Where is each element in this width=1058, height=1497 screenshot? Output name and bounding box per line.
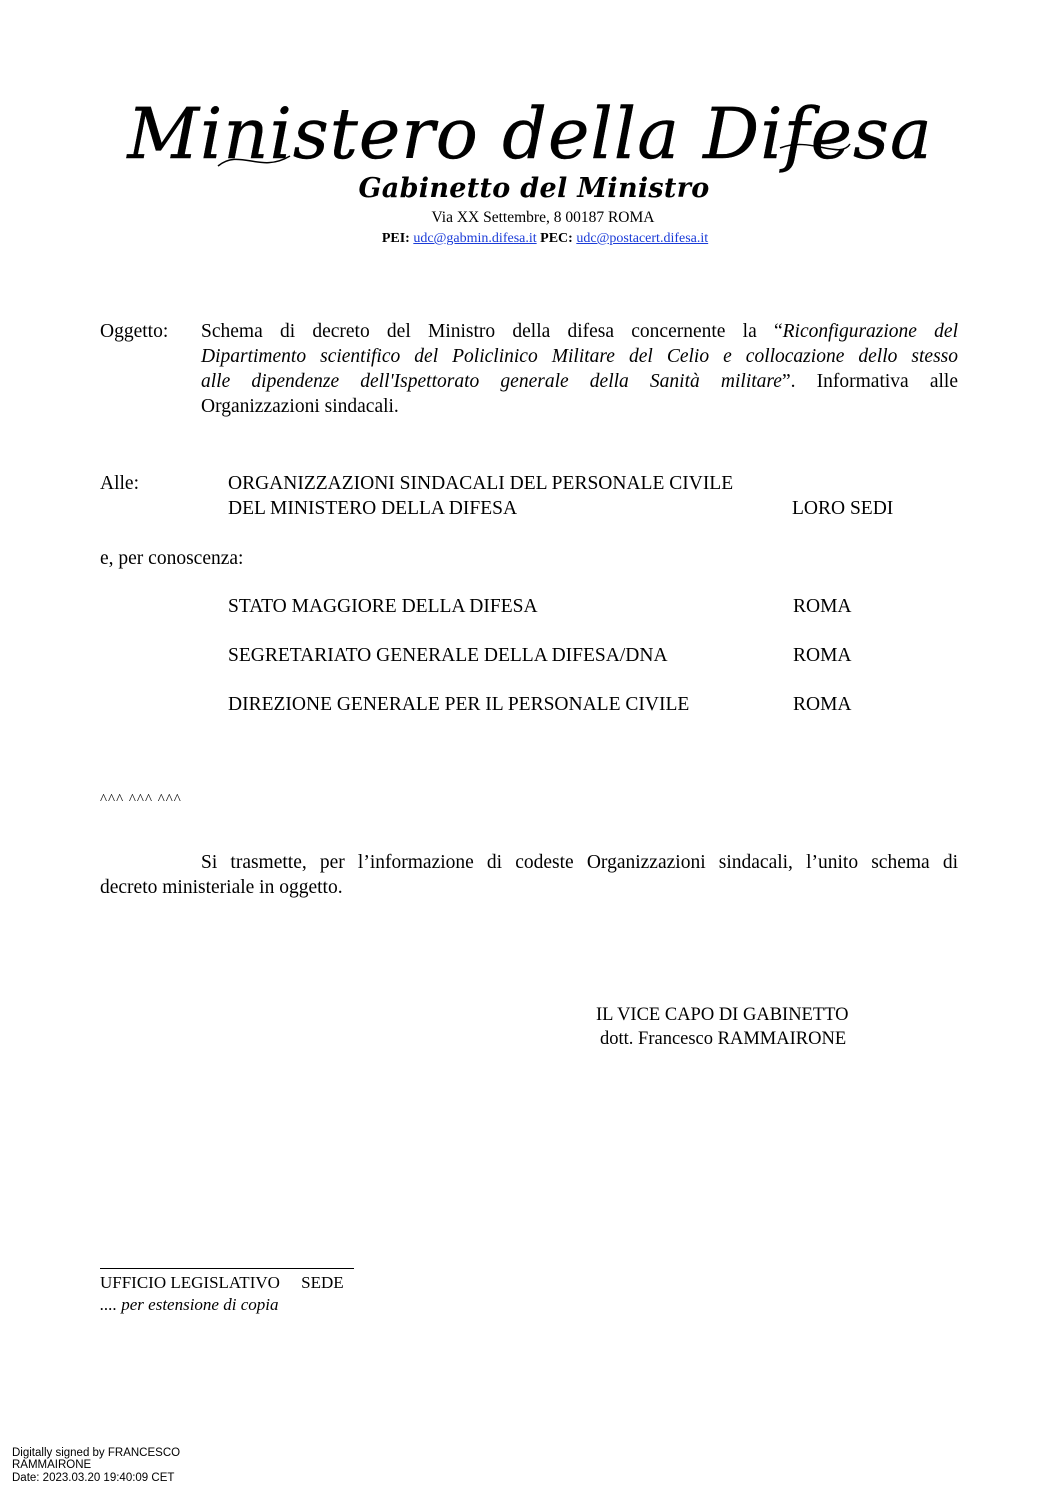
office-title: Gabinetto del Ministro [358,173,710,204]
recipient-line-1: ORGANIZZAZIONI SINDACALI DEL PERSONALE CIVILE [228,473,734,494]
subject-line-1: Schema di decreto del Ministro della difesa concernente la “Riconfigurazione del [201,321,958,342]
cc-item-city: ROMA [793,645,852,666]
recipient-line-2: DEL MINISTERO DELLA DIFESA [228,498,518,519]
subject-line-2: Dipartimento scientifico del Policlinico Militare del Celio e collocazione dello stesso [201,346,958,367]
cc-item-city: ROMA [793,694,852,715]
recipient-location: LORO SEDI [792,498,894,519]
signature-title: IL VICE CAPO DI GABINETTO [596,1005,849,1025]
subject-text [201,319,958,419]
subject-line-3: alle dipendenze dell'Ispettorato generale della Sanità militare”. Informativa alle [201,371,958,392]
pec-email-link[interactable]: udc@postacert.difesa.it [576,231,709,246]
subject-line-4: Organizzazioni sindacali. [201,396,399,417]
cc-item-city: ROMA [793,596,852,617]
digital-signature-line-3: Date: 2023.03.20 19:40:09 CET [12,1471,175,1484]
subject-label: Oggetto: [100,321,169,342]
office-address: Via XX Settembre, 8 00187 ROMA [431,209,655,226]
office-emails [0,231,1058,247]
digital-signature-stamp [12,1447,180,1484]
body-line-2: decreto ministeriale in oggetto. [100,877,343,898]
ministry-logo-script [127,78,933,178]
digital-signature-line-1: Digitally signed by FRANCESCO [12,1447,181,1459]
signature-name: dott. Francesco RAMMAIRONE [600,1029,847,1049]
footer-office: UFFICIO LEGISLATIVO SEDE [100,1273,344,1292]
logo-lettering: Ministero della Difesa [127,93,933,175]
body-line-1: Si trasmette, per l’informazione di codeste Organizzazioni sindacali, l’unito schema di [201,852,958,873]
ministry-logo [127,78,933,178]
pei-email-link[interactable]: udc@gabmin.difesa.it [413,231,537,246]
pei-label: PEI: [381,231,410,246]
cc-label: e, per conoscenza: [100,548,244,569]
footer-note: .... per estensione di copia [100,1295,279,1314]
section-separator: ^^^ ^^^ ^^^ [100,792,182,808]
recipients-label: Alle: [100,473,139,494]
footer-divider [100,1268,354,1269]
cc-item-name: SEGRETARIATO GENERALE DELLA DIFESA/DNA [228,645,668,666]
body-paragraph [100,850,958,900]
cc-item-name: DIREZIONE GENERALE PER IL PERSONALE CIVILE [228,694,690,715]
cc-item-name: STATO MAGGIORE DELLA DIFESA [228,596,538,617]
pec-label: PEC: [540,231,573,246]
digital-signature-line-2: RAMMAIRONE [12,1459,92,1472]
